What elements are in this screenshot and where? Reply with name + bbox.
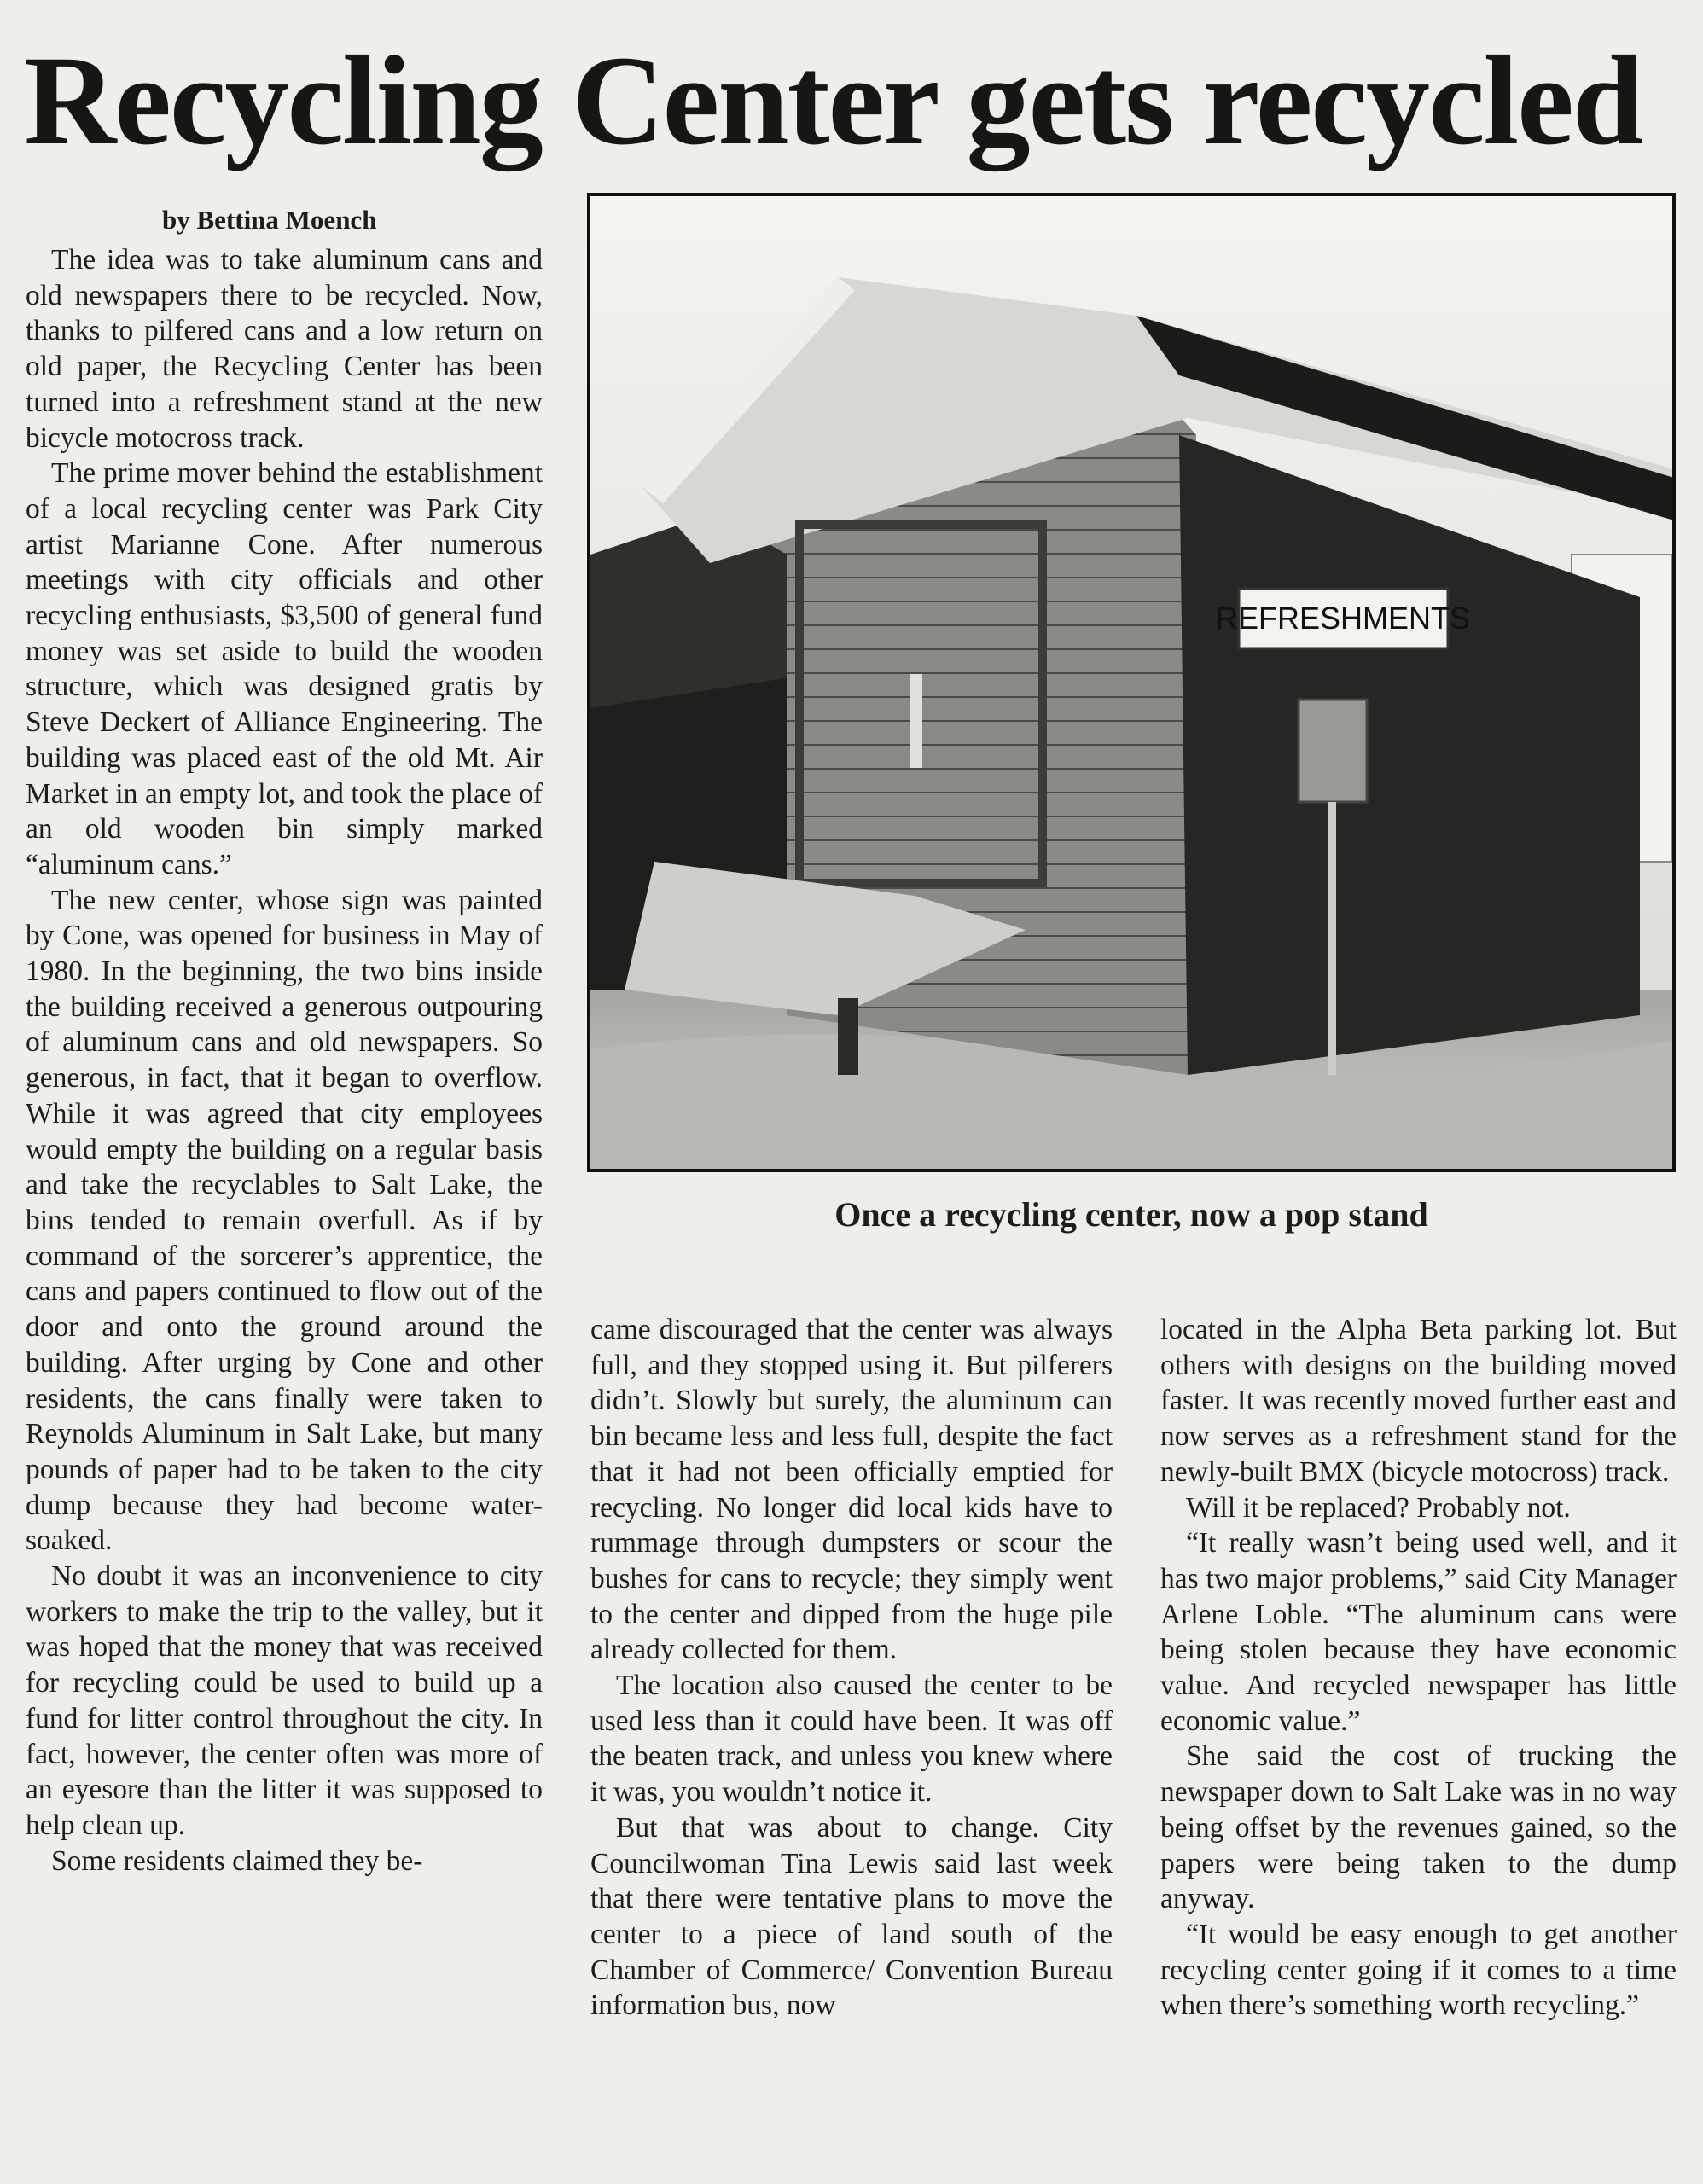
paragraph: located in the Alpha Beta parking lot. But others with designs on the building moved faster. It was recently moved further east and now serves as a refreshment stand for the newly-built BMX (bicycle motocross) track. — [1160, 1314, 1677, 1488]
photo-caption: Once a recycling center, now a pop stand — [834, 1195, 1428, 1234]
shed-photo-graphic — [590, 196, 1672, 1169]
refreshments-sign: REFRESHMENTS — [1215, 601, 1471, 636]
paragraph: But that was about to change. City Councilwoman Tina Lewis said last week that there were tentative plans to move the center to a piece of land south of the Chamber of Commerce/ Convention Bureau information bus, now — [590, 1811, 1113, 2022]
news-photo — [587, 193, 1676, 1172]
byline: by Bettina Moench — [162, 205, 377, 235]
paragraph: She said the cost of trucking the newspaper down to Salt Lake was in no way being offset by the revenues gained, so the papers were being taken to the dump anyway. — [1160, 1740, 1677, 1915]
headline: Recycling Center gets recycled — [24, 30, 1642, 171]
paragraph: came discouraged that the center was always full, and they stopped using it. But pilferers didn’t. Slowly but surely, the aluminum can bin became less and less full, despite the fact that it had not been officially emptied for recycling. No longer did local kids have to rummage through dumpsters or scour the bushes for cans to recycle; they simply went to the center and dipped from the huge pile already collected for them. — [590, 1314, 1113, 1666]
paragraph: The idea was to take aluminum cans and old newspapers there to be recycled. Now, thanks to pilfered cans and a low return on old paper, the Recycling Center has been turned into a refreshment stand at the new bicycle motocross track. — [26, 244, 543, 454]
paragraph: Some residents claimed they be- — [51, 1844, 423, 1877]
article-column-1 — [26, 242, 543, 1879]
paragraph: The new center, whose sign was painted by Cone, was opened for business in May of 1980. In the beginning, the two bins inside the building received a generous outpouring of aluminum cans and old newspapers. So generous, in fact, that it began to overflow. While it was agreed that city employees would empty the building on a regular basis and take the recyclables to Salt Lake, the bins tended to remain overfull. As if by command of the sorcerer’s apprentice, the cans and papers continued to flow out of the door and onto the ground around the building. After urging by Cone and other residents, the cans finally were taken to Reynolds Aluminum in Salt Lake, but many pounds of paper had to be taken to the city dump because they had become water-soaked. — [26, 884, 543, 1557]
paragraph: The prime mover behind the establishment of a local recycling center was Park City artist Marianne Cone. After numerous meetings with city officials and other recycling enthusiasts, $3,500 of general fund money was set aside to build the wooden structure, which was designed gratis by Steve Deckert of Alliance Engineering. The building was placed east of the old Mt. Air Market in an empty lot, and took the place of an old wooden bin simply marked “aluminum cans.” — [26, 457, 543, 880]
article-column-2 — [590, 1312, 1113, 2024]
paragraph: No doubt it was an inconvenience to city workers to make the trip to the valley, but it was hoped that the money that was received for recycling could be used to build up a fund for litter control throughout the city. In fact, however, the center often was more of an eyesore than the litter it was supposed to help clean up. — [26, 1560, 543, 1841]
paragraph: Will it be replaced? Probably not. — [1186, 1491, 1571, 1524]
paragraph: The location also caused the center to be used less than it could have been. It was off the beaten track, and unless you knew where it was, you wouldn’t notice it. — [590, 1670, 1113, 1809]
paragraph: “It would be easy enough to get another recycling center going if it comes to a time when there’s something worth recycling.” — [1160, 1918, 1677, 2022]
paragraph: “It really wasn’t being used well, and it has two major problems,” said City Manager Arlene Loble. “The aluminum cans were being stolen because they have economic value. And recycled newspaper has little economic value.” — [1160, 1527, 1677, 1737]
article-column-3 — [1160, 1312, 1677, 2024]
